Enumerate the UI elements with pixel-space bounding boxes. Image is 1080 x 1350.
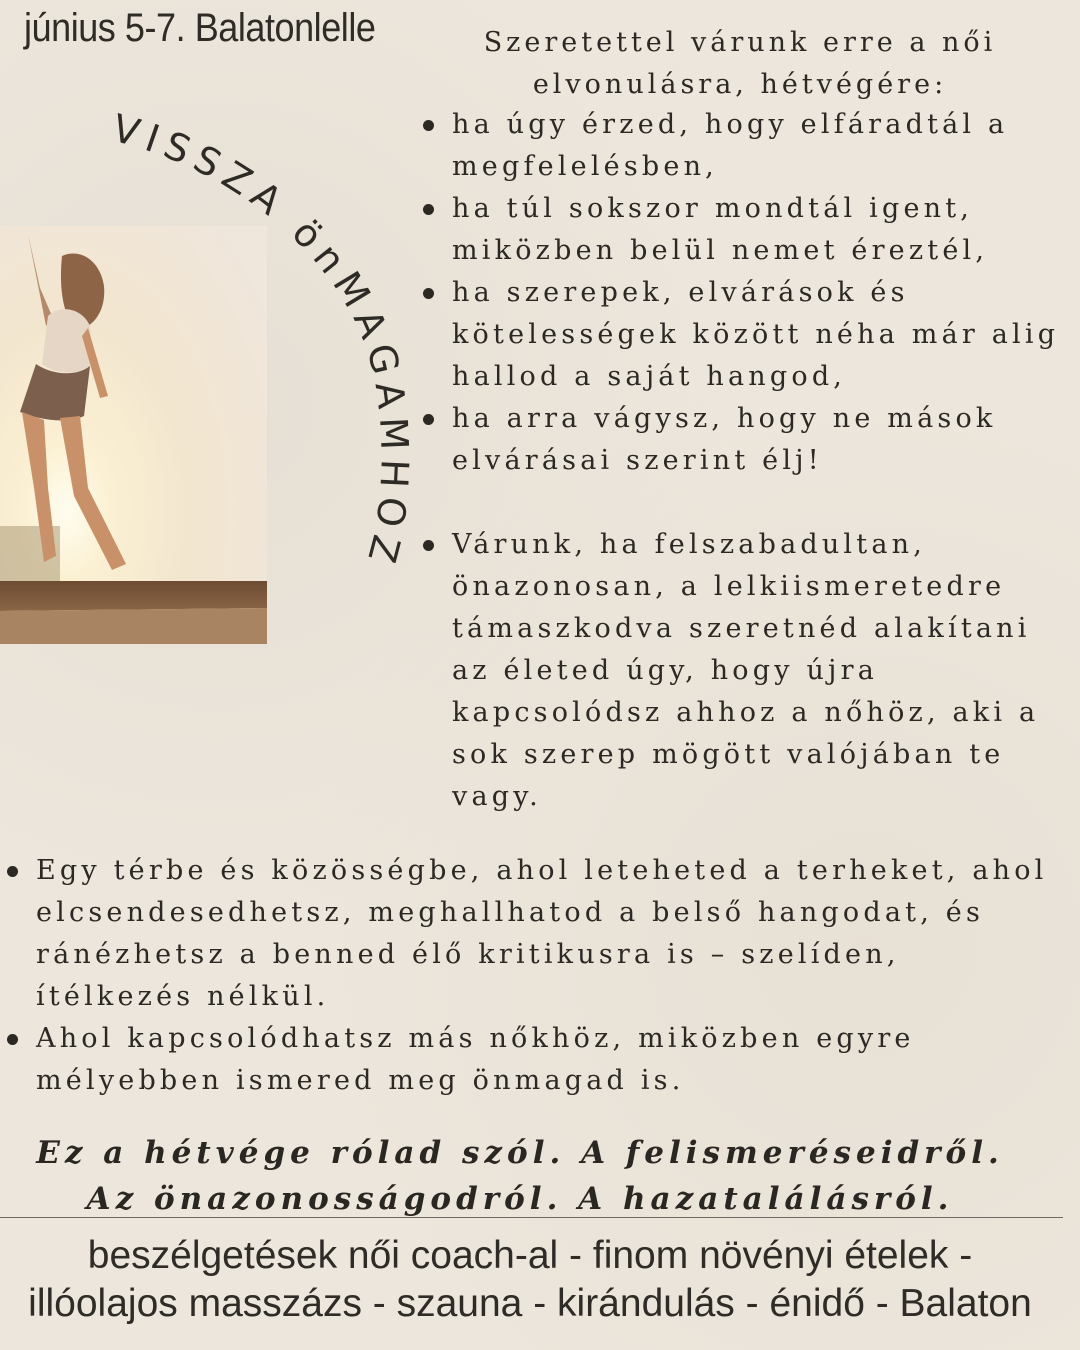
closing-line-2: Az önazonosságodról. A hazatalálásról. xyxy=(86,1181,954,1217)
bullet-icon xyxy=(423,540,434,551)
event-date-place: június 5-7. Balatonlelle xyxy=(24,6,376,50)
retreat-title-arc xyxy=(90,100,420,600)
bullet-icon xyxy=(7,1034,18,1045)
list-item: ha úgy érzed, hogy elfáradtál a megfelelésben, xyxy=(420,104,1070,188)
list-item: ha túl sokszor mondtál igent, miközben belül nemet éreztél, xyxy=(420,188,1070,272)
intro-text: Szeretettel várunk erre a női elvonulásra, hétvégére: xyxy=(483,27,997,100)
program-highlights xyxy=(0,1232,1060,1328)
bullet-icon xyxy=(423,204,434,215)
closing-line-1: Ez a hétvége rólad szól. A felismeréseidről. xyxy=(36,1135,1004,1171)
list-item: ha szerepek, elvárások és kötelességek között néha már alig hallod a saját hangod, xyxy=(420,272,1070,398)
bullet-list-mid xyxy=(420,524,1070,818)
bullet-icon xyxy=(423,120,434,131)
closing-statement xyxy=(0,1130,1040,1222)
list-item: Ahol kapcsolódhatsz más nőkhöz, miközben egyre mélyebben ismered meg önmagad is. xyxy=(4,1018,1064,1102)
retreat-title: VISSZA önMAGAMHOZ xyxy=(107,105,417,575)
bullet-icon xyxy=(423,288,434,299)
list-item: ha arra vágysz, hogy ne mások elvárásai szerint élj! xyxy=(420,398,1070,482)
program-line-1: beszélgetések női coach-al - finom növényi ételek - xyxy=(87,1234,973,1277)
list-item: Egy térbe és közösségbe, ahol leteheted a terheket, ahol elcsendesedhetsz, meghallhatod a belső hangodat, és ránézhetsz a benned élő kritikusra is – szelíden, ítélkezés nélkül. xyxy=(4,850,1064,1018)
bullet-icon xyxy=(423,414,434,425)
list-item: Várunk, ha felszabadultan, önazonosan, a lelkiismeretedre támaszkodva szeretnéd alakítani az életed úgy, hogy újra kapcsolódsz ahhoz a nőhöz, aki a sok szerep mögött valójában te vagy. xyxy=(420,524,1070,818)
bullet-list-bottom xyxy=(4,850,1064,1102)
bullet-icon xyxy=(7,866,18,877)
divider xyxy=(0,1217,1063,1218)
bullet-list-top xyxy=(420,104,1070,482)
program-line-2: illóolajos masszázs - szauna - kirándulás - énidő - Balaton xyxy=(28,1282,1032,1325)
